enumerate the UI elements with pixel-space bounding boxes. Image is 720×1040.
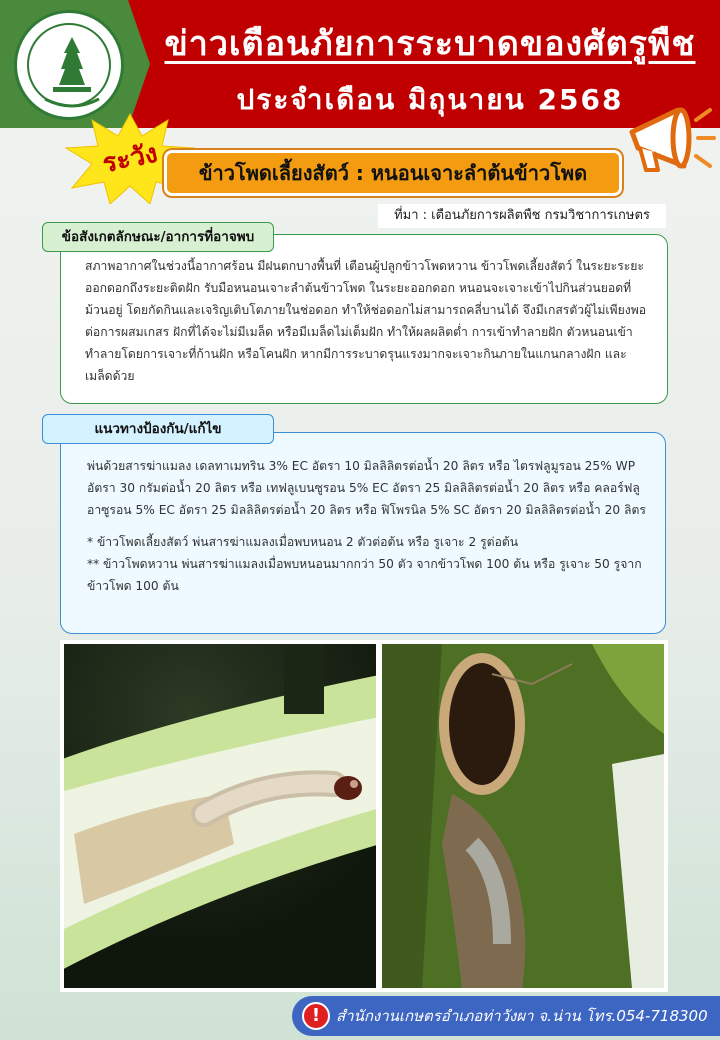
footer-contact-text: สำนักงานเกษตรอำเภอท่าวังผา จ.น่าน โทร.054-718300 xyxy=(336,1007,708,1025)
observation-label: ข้อสังเกตลักษณะ/อาการที่อาจพบ xyxy=(42,222,274,252)
seal-emblem-icon xyxy=(17,13,127,123)
exclamation-icon: ! xyxy=(302,1002,330,1030)
prevention-note-feed-corn: * ข้าวโพดเลี้ยงสัตว์ พ่นสารฆ่าแมลงเมื่อพบหนอน 2 ตัวต่อต้น หรือ รูเจาะ 2 รูต่อต้น xyxy=(87,535,519,549)
prevention-box xyxy=(60,432,666,634)
warning-word: ระวัง xyxy=(99,138,161,180)
prevention-label: แนวทางป้องกัน/แก้ไข xyxy=(42,414,274,444)
prevention-note-sweet-corn: ** ข้าวโพดหวาน พ่นสารฆ่าแมลงเมื่อพบหนอนมากกว่า 50 ตัว จากข้าวโพด 100 ต้น หรือ รูเจาะ 50 รูจากข้าวโพด 100 ต้น xyxy=(87,557,642,593)
footer-contact-bar xyxy=(292,996,720,1036)
source-credit: ที่มา : เตือนภัยการผลิตพืช กรมวิชาการเกษตร xyxy=(378,204,666,228)
photo-frame xyxy=(60,640,668,992)
page-title: ข่าวเตือนภัยการระบาดของศัตรูพืช xyxy=(164,24,696,64)
megaphone-icon xyxy=(618,92,718,182)
paragraph-gap xyxy=(87,521,651,531)
observation-text: สภาพอากาศในช่วงนี้อากาศร้อน มีฝนตกบางพื้นที่ เตือนผู้ปลูกข้าวโพดหวาน ข้าวโพดเลี้ยงสัตว์ ในระยะระยะออกดอกถึงระยะติดฝัก รับมือหนอนเจาะลำต้นข้าวโพด ในระยะออกดอก หนอนจะเจาะเข้าไปกินส่วนยอดที่ม้วนอยู่ โดยกัดกินและเจริญเติบโตภายในช่อดอก ทำให้ช่อดอกไม่สามารถคลี่บานได้ จึงมีเกสรตัวผู้ไม่เพียงพอต่อการผสมเกสร ฝักที่ได้จะไม่มีเมล็ด หรือมีเมล็ดไม่เต็มฝัก ทำให้ผลผลิตต่ำ การเข้าทำลายฝัก ตัวหนอนเข้าทำลายโดยการเจาะที่ก้านฝัก หรือโคนฝัก หากมีการระบาดรุนแรงมากจะเจาะกินภายในแกนกลางฝัก และเมล็ดด้วย xyxy=(85,259,647,383)
page-subtitle: ประจำเดือน มิถุนายน 2568 xyxy=(236,83,624,116)
stalk-damage-illustration xyxy=(382,644,664,988)
prevention-text: พ่นด้วยสารฆ่าแมลง เดลทาเมทริน 3% EC อัตรา 10 มิลลิลิตรต่อน้ำ 20 ลิตร หรือ ไตรฟลูมูรอน 25% WP อัตรา 30 กรัมต่อน้ำ 20 ลิตร หรือ เทฟลูเบนซูรอน 5% EC อัตรา 25 มิลลิลิตรต่อน้ำ 20 ลิตร หรือ คลอร์ฟลูอาซูรอน 5% EC อัตรา 25 มิลลิลิตรต่อน้ำ 20 ลิตร หรือ ฟิโพรนิล 5% SC อัตรา 20 มิลลิลิตรต่อน้ำ 20 ลิตร xyxy=(87,459,646,517)
bored-stalk-photo xyxy=(382,644,664,988)
corn-borer-larva-photo xyxy=(64,644,376,988)
department-seal-logo-icon xyxy=(14,10,124,120)
observation-box xyxy=(60,234,668,404)
alert-topic-banner: ข้าวโพดเลี้ยงสัตว์ : หนอนเจาะลำต้นข้าวโพด xyxy=(164,150,622,196)
header-banner xyxy=(0,0,720,128)
larva-in-stalk-illustration xyxy=(64,644,376,988)
prevention-content xyxy=(87,455,651,597)
